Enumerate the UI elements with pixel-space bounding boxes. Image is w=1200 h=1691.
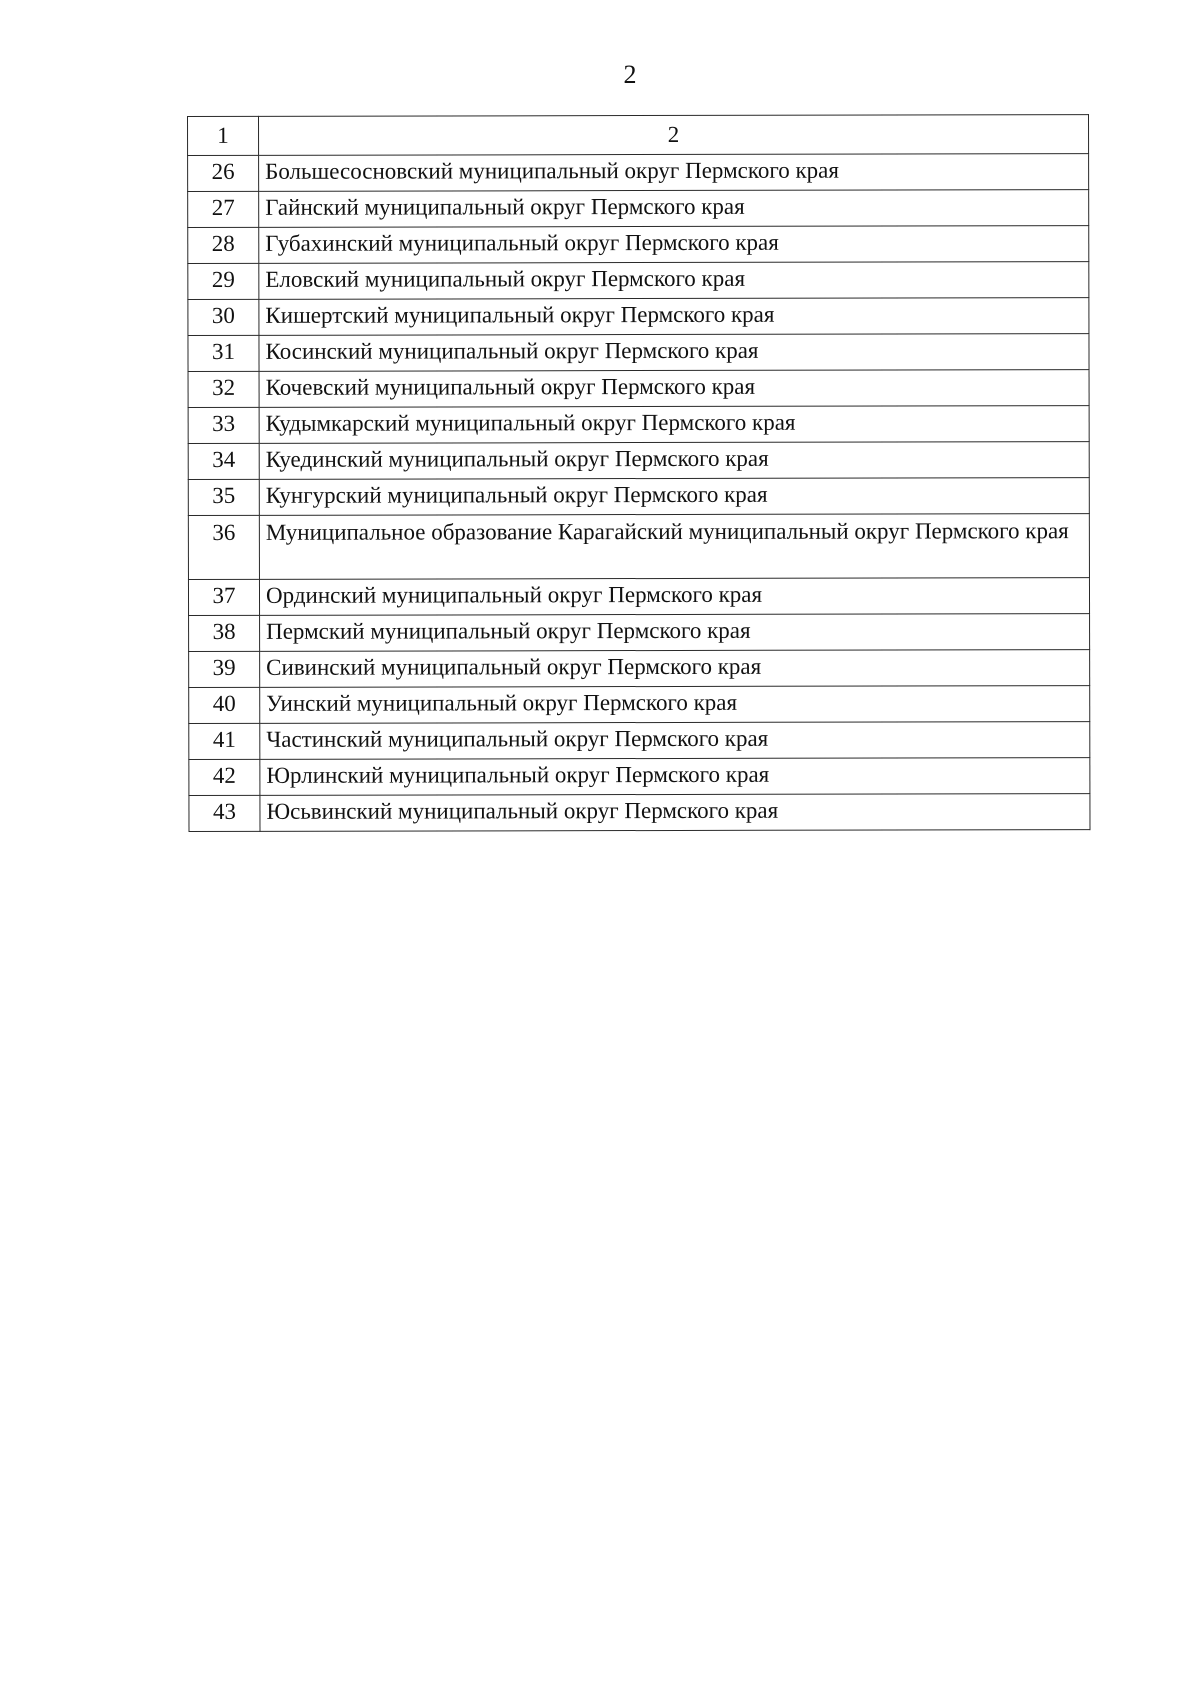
table-row bbox=[188, 578, 1089, 616]
table-row bbox=[189, 722, 1090, 760]
district-name: Юсьвинский муниципальный округ Пермского края bbox=[260, 794, 1090, 832]
row-number: 30 bbox=[188, 299, 259, 335]
table-row bbox=[189, 794, 1090, 832]
row-number: 29 bbox=[188, 263, 259, 299]
table-row bbox=[188, 406, 1089, 444]
district-name: Губахинский муниципальный округ Пермского края bbox=[259, 226, 1089, 264]
row-number: 43 bbox=[189, 795, 260, 831]
row-number: 41 bbox=[189, 723, 260, 759]
table-row bbox=[189, 758, 1090, 796]
row-number: 40 bbox=[189, 687, 260, 723]
district-name: Кудымкарский муниципальный округ Пермского края bbox=[259, 406, 1089, 444]
district-name: Ординский муниципальный округ Пермского края bbox=[259, 578, 1089, 616]
table-row bbox=[188, 442, 1089, 480]
district-name: Кишертский муниципальный округ Пермского края bbox=[259, 298, 1089, 336]
district-name: Большесосновский муниципальный округ Пермского края bbox=[259, 154, 1089, 192]
table-row bbox=[188, 514, 1089, 580]
row-number: 39 bbox=[189, 651, 260, 687]
row-number: 33 bbox=[188, 407, 259, 443]
district-name: Муниципальное образование Карагайский муниципальный округ Пермского края bbox=[259, 514, 1089, 580]
district-name: Гайнский муниципальный округ Пермского края bbox=[259, 190, 1089, 228]
table-row bbox=[188, 334, 1089, 372]
row-number: 27 bbox=[188, 191, 259, 227]
table-row bbox=[188, 190, 1089, 228]
district-name: Кунгурский муниципальный округ Пермского края bbox=[259, 478, 1089, 516]
table-row bbox=[188, 478, 1089, 516]
row-number: 38 bbox=[189, 615, 260, 651]
row-number: 42 bbox=[189, 759, 260, 795]
table-row bbox=[188, 154, 1089, 192]
row-number: 32 bbox=[188, 371, 259, 407]
district-name: Еловский муниципальный округ Пермского края bbox=[259, 262, 1089, 300]
row-number: 36 bbox=[188, 515, 259, 579]
district-name: Сивинский муниципальный округ Пермского края bbox=[260, 650, 1090, 688]
header-col-2: 2 bbox=[259, 115, 1089, 156]
row-number: 28 bbox=[188, 227, 259, 263]
table-row bbox=[188, 370, 1089, 408]
table-row bbox=[189, 650, 1090, 688]
table-row bbox=[189, 614, 1090, 652]
header-col-1: 1 bbox=[188, 116, 259, 155]
district-name: Кочевский муниципальный округ Пермского края bbox=[259, 370, 1089, 408]
row-number: 31 bbox=[188, 335, 259, 371]
district-name: Пермский муниципальный округ Пермского края bbox=[260, 614, 1090, 652]
table-row bbox=[189, 686, 1090, 724]
row-number: 34 bbox=[188, 443, 259, 479]
district-name: Частинский муниципальный округ Пермского края bbox=[260, 722, 1090, 760]
row-number: 37 bbox=[188, 579, 259, 615]
table-row bbox=[188, 298, 1089, 336]
row-number: 26 bbox=[188, 155, 259, 191]
table-row bbox=[188, 226, 1089, 264]
district-name: Юрлинский муниципальный округ Пермского края bbox=[260, 758, 1090, 796]
table-header-row bbox=[188, 115, 1089, 156]
district-name: Куединский муниципальный округ Пермского края bbox=[259, 442, 1089, 480]
district-name: Косинский муниципальный округ Пермского края bbox=[259, 334, 1089, 372]
districts-table bbox=[187, 114, 1090, 832]
page-number: 2 bbox=[623, 60, 637, 89]
row-number: 35 bbox=[188, 479, 259, 515]
table-row bbox=[188, 262, 1089, 300]
district-name: Уинский муниципальный округ Пермского края bbox=[260, 686, 1090, 724]
